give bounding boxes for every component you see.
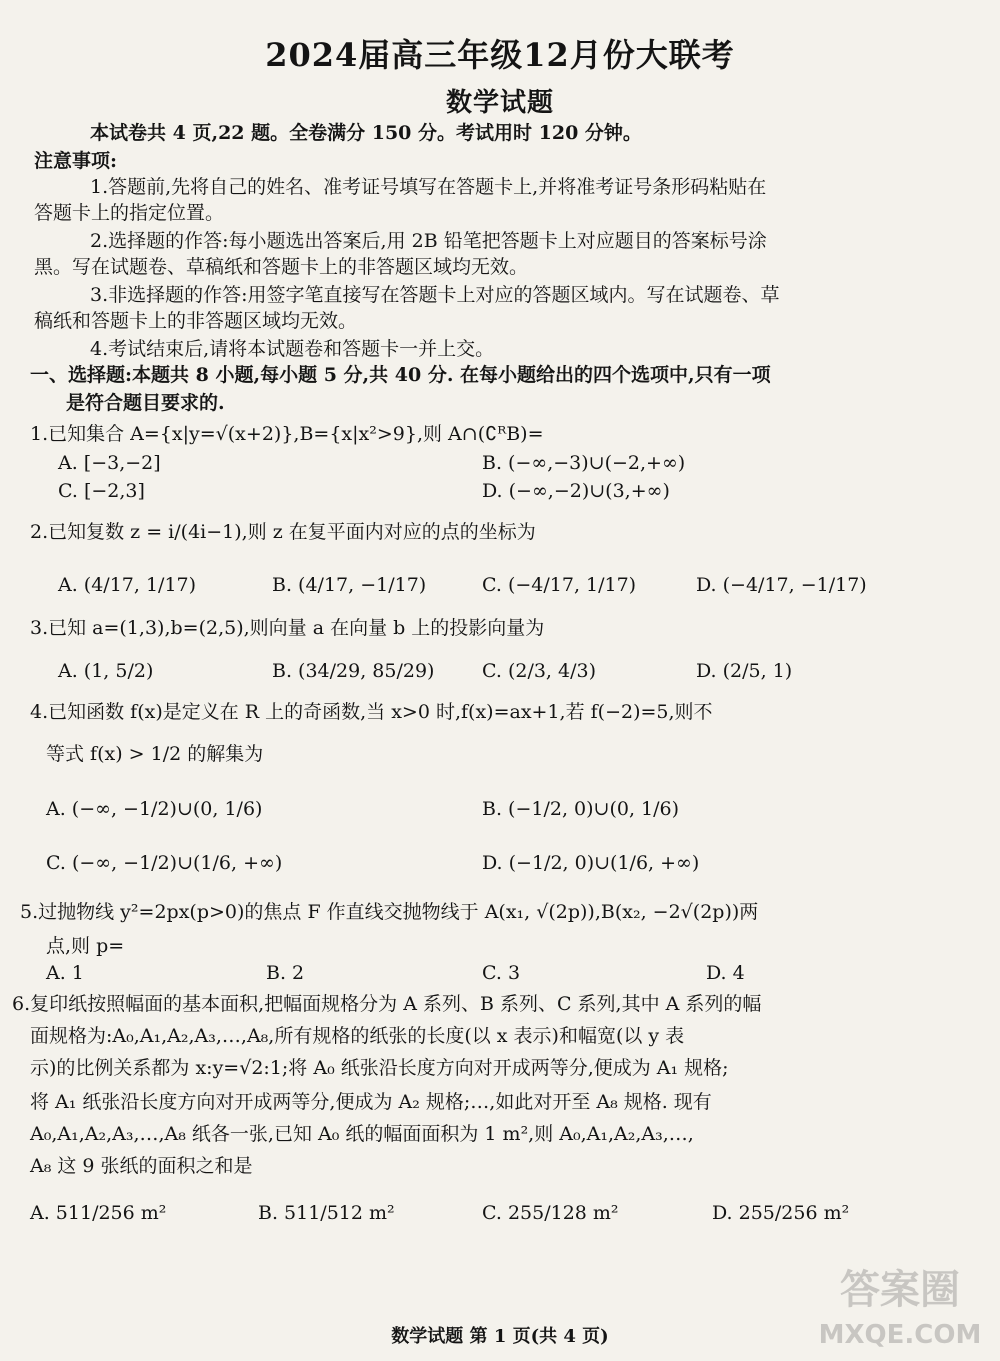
q1-option-c: C. [−2,3] (58, 480, 145, 502)
q5-option-a: A. 1 (46, 962, 84, 984)
question-6-line: 6.复印纸按照幅面的基本面积,把幅面规格分为 A 系列、B 系列、C 系列,其中 A 系列的幅 (12, 993, 762, 1015)
notice-line: 1.答题前,先将自己的姓名、准考证号填写在答题卡上,并将准考证号条形码粘贴在 (90, 176, 767, 198)
notice-heading: 注意事项: (34, 150, 118, 172)
q3-option-d: D. (2/5, 1) (696, 660, 793, 682)
question-1-stem: 1.已知集合 A={x|y=√(x+2)},B={x|x²>9},则 A∩(∁ᴿB)= (30, 423, 544, 445)
q6-option-d: D. 255/256 m² (712, 1202, 850, 1224)
page-footer: 数学试题 第 1 页(共 4 页) (391, 1326, 609, 1347)
question-5-stem: 5.过抛物线 y²=2px(p>0)的焦点 F 作直线交抛物线于 A(x₁, √(2p)),B(x₂, −2√(2p))两 (20, 901, 759, 923)
notice-line: 答题卡上的指定位置。 (34, 202, 225, 224)
q5-option-b: B. 2 (266, 962, 305, 984)
q4-option-c: C. (−∞, −1/2)∪(1/6, +∞) (46, 852, 283, 874)
q6-option-c: C. 255/128 m² (482, 1202, 619, 1224)
question-6-line: 将 A₁ 纸张沿长度方向对开成两等分,便成为 A₂ 规格;…,如此对开至 A₈ 规格. 现有 (30, 1091, 712, 1113)
q3-option-c: C. (2/3, 4/3) (482, 660, 596, 682)
question-5-stem-cont: 点,则 p= (46, 935, 125, 957)
notice-line: 2.选择题的作答:每小题选出答案后,用 2B 铅笔把答题卡上对应题目的答案标号涂 (90, 230, 767, 252)
notice-line: 稿纸和答题卡上的非答题区域均无效。 (34, 310, 358, 332)
section-heading-cont: 是符合题目要求的. (66, 392, 225, 414)
watermark-logo (805, 1255, 995, 1355)
notice-line: 4.考试结束后,请将本试题卷和答题卡一并上交。 (90, 338, 495, 360)
question-6-line: 面规格为:A₀,A₁,A₂,A₃,…,A₈,所有规格的纸张的长度(以 x 表示)和幅宽(以 y 表 (30, 1025, 685, 1047)
notice-line: 3.非选择题的作答:用签字笔直接写在答题卡上对应的答题区域内。写在试题卷、草 (90, 284, 780, 306)
exam-title: 2024届高三年级12月份大联考 (265, 36, 735, 74)
section-heading: 一、选择题:本题共 8 小题,每小题 5 分,共 40 分. 在每小题给出的四个选项中,只有一项 (30, 364, 771, 386)
q2-option-d: D. (−4/17, −1/17) (696, 574, 867, 596)
exam-subtitle: 数学试题 (445, 88, 554, 118)
question-6-line: A₈ 这 9 张纸的面积之和是 (30, 1155, 253, 1177)
q6-option-b: B. 511/512 m² (258, 1202, 395, 1224)
q1-option-a: A. [−3,−2] (58, 452, 161, 474)
question-4-stem: 4.已知函数 f(x)是定义在 R 上的奇函数,当 x>0 时,f(x)=ax+1,若 f(−2)=5,则不 (30, 701, 713, 723)
q2-option-c: C. (−4/17, 1/17) (482, 574, 637, 596)
q2-option-a: A. (4/17, 1/17) (58, 574, 197, 596)
q3-option-a: A. (1, 5/2) (58, 660, 154, 682)
q1-option-b: B. (−∞,−3)∪(−2,+∞) (482, 452, 686, 474)
question-4-stem-cont: 等式 f(x) > 1/2 的解集为 (46, 743, 264, 765)
q6-option-a: A. 511/256 m² (30, 1202, 167, 1224)
question-3-stem: 3.已知 a=(1,3),b=(2,5),则向量 a 在向量 b 上的投影向量为 (30, 617, 545, 639)
q1-option-d: D. (−∞,−2)∪(3,+∞) (482, 480, 670, 502)
watermark-line1: 答案圈 (840, 1267, 960, 1313)
question-2-stem: 2.已知复数 z = i/(4i−1),则 z 在复平面内对应的点的坐标为 (30, 521, 536, 543)
q5-option-d: D. 4 (706, 962, 745, 984)
exam-summary: 本试卷共 4 页,22 题。全卷满分 150 分。考试用时 120 分钟。 (90, 122, 642, 144)
q4-option-a: A. (−∞, −1/2)∪(0, 1/6) (46, 798, 263, 820)
watermark-line2: MXQE.COM (818, 1320, 982, 1350)
q3-option-b: B. (34/29, 85/29) (272, 660, 435, 682)
q4-option-d: D. (−1/2, 0)∪(1/6, +∞) (482, 852, 700, 874)
notice-line: 黑。写在试题卷、草稿纸和答题卡上的非答题区域均无效。 (34, 256, 529, 278)
question-6-line: 示)的比例关系都为 x:y=√2:1;将 A₀ 纸张沿长度方向对开成两等分,便成为 A₁ 规格; (30, 1057, 729, 1079)
q2-option-b: B. (4/17, −1/17) (272, 574, 427, 596)
q4-option-b: B. (−1/2, 0)∪(0, 1/6) (482, 798, 680, 820)
q5-option-c: C. 3 (482, 962, 521, 984)
question-6-line: A₀,A₁,A₂,A₃,…,A₈ 纸各一张,已知 A₀ 纸的幅面面积为 1 m²,则 A₀,A₁,A₂,A₃,…, (30, 1123, 694, 1145)
